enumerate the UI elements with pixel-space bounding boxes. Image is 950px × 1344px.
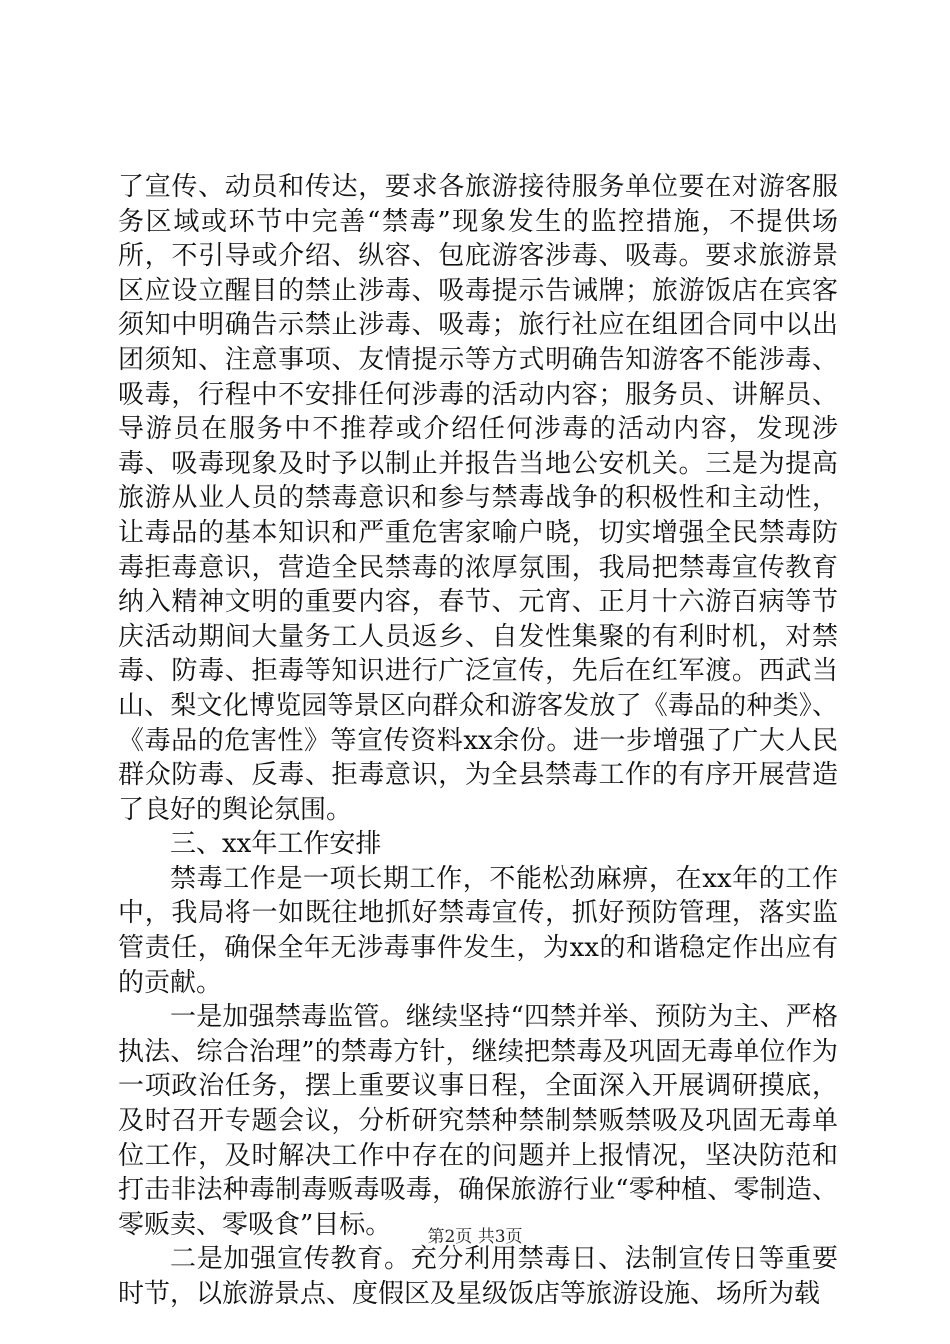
section-heading: 三、xx年工作安排 — [170, 829, 382, 860]
paragraph-supervision: 一是加强禁毒监管。继续坚持“四禁并举、预防为主、严格执法、综合治理”的禁毒方针，继续把禁毒及巩固无毒单位作为一项政治任务，摆上重要议事日程，全面深入开展调研摸底，及时召开专题会议，分析研究禁种禁制禁贩禁吸及巩固无毒单位工作，及时解决工作中存在的问题并上报情况，坚决防范和打击非法种毒制毒贩毒吸毒，确保旅游行业“零种植、零制造、零贩卖、零吸食”目标。 — [118, 1002, 838, 1240]
page-number: 第2页 共3页 — [427, 1227, 523, 1247]
paragraph-education: 二是加强宣传教育。充分利用禁毒日、法制宣传日等重要时节，以旅游景点、度假区及星级饭店等旅游设施、场所为载 — [118, 1244, 838, 1309]
document-body — [118, 170, 838, 1312]
paragraph-work-plan: 禁毒工作是一项长期工作，不能松劲麻痹，在xx年的工作中，我局将一如既往地抓好禁毒宣传，抓好预防管理，落实监管责任，确保全年无涉毒事件发生，为xx的和谐稳定作出应有的贡献。 — [118, 863, 838, 998]
paragraph-continuation: 了宣传、动员和传达，要求各旅游接待服务单位要在对游客服务区域或环节中完善“禁毒”现象发生的监控措施，不提供场所，不引导或介绍、纵容、包庇游客涉毒、吸毒。要求旅游景区应设立醒目的禁止涉毒、吸毒提示告诫牌；旅游饭店在宾客须知中明确告示禁止涉毒、吸毒；旅行社应在组团合同中以出团须知、注意事项、友情提示等方式明确告知游客不能涉毒、吸毒，行程中不安排任何涉毒的活动内容；服务员、讲解员、导游员在服务中不推荐或介绍任何涉毒的活动内容，发现涉毒、吸毒现象及时予以制止并报告当地公安机关。三是为提高旅游从业人员的禁毒意识和参与禁毒战争的积极性和主动性，让毒品的基本知识和严重危害家喻户晓，切实增强全民禁毒防毒拒毒意识，营造全民禁毒的浓厚氛围，我局把禁毒宣传教育纳入精神文明的重要内容，春节、元宵、正月十六游百病等节庆活动期间大量务工人员返乡、自发性集聚的有利时机，对禁毒、防毒、拒毒等知识进行广泛宣传，先后在红军渡。西武当山、梨文化博览园等景区向群众和游客发放了《毒品的种类》、《毒品的危害性》等宣传资料xx余份。进一步增强了广大人民群众防毒、反毒、拒毒意识，为全县禁毒工作的有序开展营造了良好的舆论氛围。 — [118, 172, 838, 825]
